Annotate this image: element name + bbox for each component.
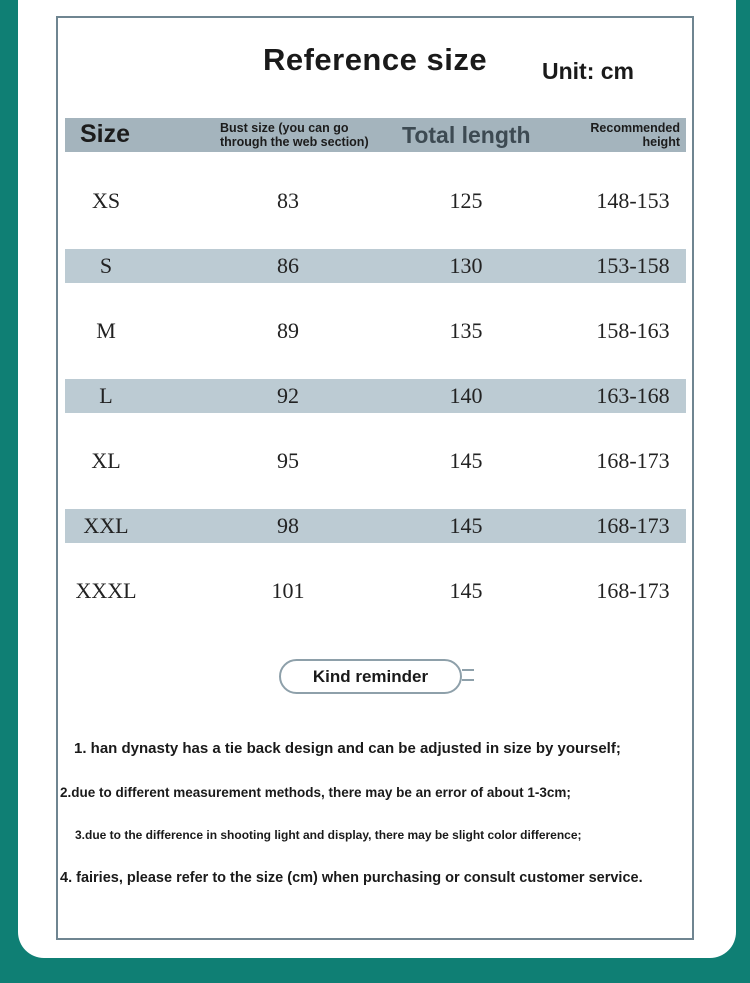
cell-height: 168-173 [596,513,670,538]
cell-length: 135 [449,318,483,343]
cell-height: 168-173 [596,578,670,603]
header-height-line1: Recommended [590,121,680,135]
note-2: 2.due to different measurement methods, there may be an error of about 1-3cm; [60,785,571,800]
cell-size: M [96,318,116,343]
cell-size: XS [91,188,121,213]
note-1: 1. han dynasty has a tie back design and can be adjusted in size by yourself; [74,740,621,757]
cell-length: 145 [449,513,483,538]
unit-label: Unit: cm [542,58,634,84]
cell-height: 148-153 [596,188,670,213]
cell-length: 130 [449,253,483,278]
kind-reminder-badge: Kind reminder [279,659,462,694]
cell-size: L [99,383,113,408]
header-height-line2: height [642,135,680,149]
header-bust [220,121,390,149]
cell-size: XL [91,448,121,473]
page-title: Reference size [262,42,488,77]
cell-bust: 83 [277,188,299,213]
cell-size: XXL [83,513,129,538]
cell-height: 168-173 [596,448,670,473]
cell-bust: 89 [277,318,299,343]
header-bust-line2: through the web section) [220,135,369,149]
cell-length: 145 [449,578,483,603]
header-recommended-height [560,121,680,149]
cell-bust: 92 [277,383,299,408]
header-bust-line1: Bust size (you can go [220,121,349,135]
reminder-decoration [462,669,474,681]
cell-length: 125 [449,188,483,213]
cell-bust: 95 [277,448,299,473]
header-total-length: Total length [402,122,531,148]
note-3: 3.due to the difference in shooting light and display, there may be slight color difference; [75,828,582,842]
cell-size: XXXL [75,578,137,603]
cell-height: 153-158 [596,253,670,278]
chart-frame [56,16,694,940]
cell-bust: 86 [277,253,299,278]
cell-length: 140 [449,383,483,408]
cell-bust: 98 [277,513,299,538]
cell-height: 163-168 [596,383,670,408]
note-4: 4. fairies, please refer to the size (cm) when purchasing or consult customer service. [60,870,643,886]
header-size: Size [80,120,131,148]
cell-size: S [99,253,113,278]
cell-length: 145 [449,448,483,473]
cell-bust: 101 [271,578,305,603]
cell-height: 158-163 [596,318,670,343]
